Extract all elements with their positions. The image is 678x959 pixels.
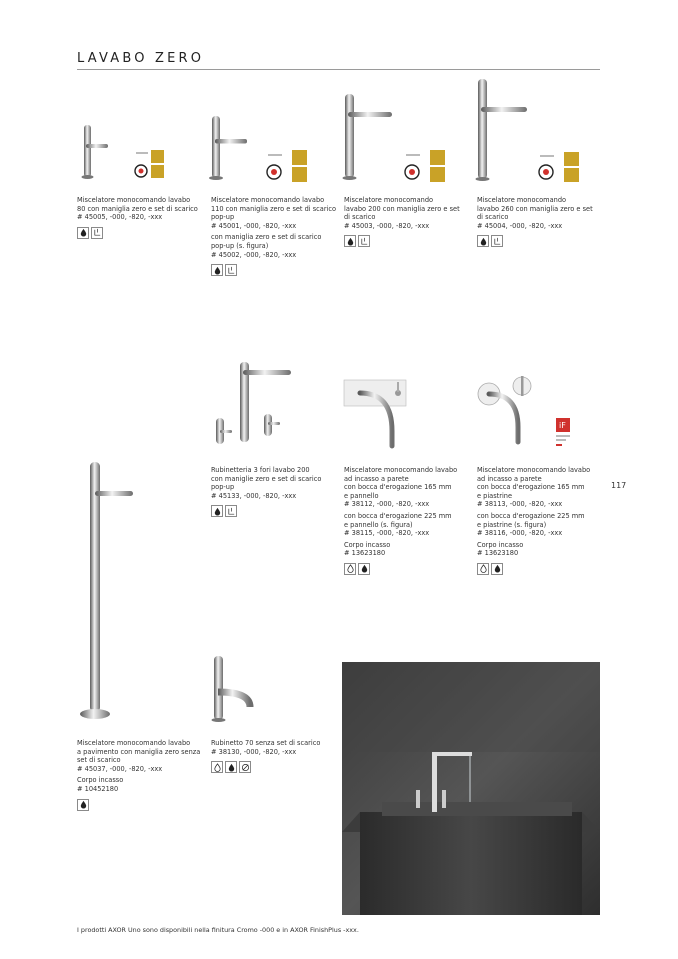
basin-icon <box>225 505 237 517</box>
drop-outline-icon <box>477 563 489 575</box>
product-card-38112: Miscelatore monocomando lavabo ad incasso a parete con bocca d'erogazione 165 mm e pannello # 38112, -000, -820, -xxx con bocca d'erogazione 225 mm e pannello (s. figura) # 38115, -000, -820, -xxx Corpo incasso # 13623180 <box>344 466 470 575</box>
water-drop-icon <box>344 235 356 247</box>
faucet-80-image <box>78 120 118 180</box>
svg-text:iF: iF <box>559 421 566 430</box>
water-drop-icon <box>211 505 223 517</box>
product-card-45004: Miscelatore monocomando lavabo 260 con maniglia zero e set di scarico # 45004, -000, -820, -xxx <box>477 196 603 247</box>
water-drop-icon <box>77 799 89 811</box>
no-drain-icon <box>239 761 251 773</box>
footer-note: I prodotti AXOR Uno sono disponibili nella finitura Cromo -000 e in AXOR FinishPlus -xxx. <box>77 926 359 934</box>
water-drop-icon <box>358 563 370 575</box>
product-card-45005: Miscelatore monocomando lavabo 80 con maniglia zero e set di scarico # 45005, -000, -820, -xxx <box>77 196 203 239</box>
basin-icon <box>358 235 370 247</box>
three-hole-faucet-image <box>210 358 296 448</box>
product-card-38130: Rubinetto 70 senza set di scarico # 38130, -000, -820, -xxx <box>211 739 337 773</box>
product-card-45003: Miscelatore monocomando lavabo 200 con maniglia zero e set di scarico # 45003, -000, -820, -xxx <box>344 196 470 247</box>
drop-outline-icon <box>211 761 223 773</box>
product-card-45133: Rubinetteria 3 fori lavabo 200 con maniglie zero e set di scarico pop-up # 45133, -000, -820, -xxx <box>211 466 337 517</box>
page-number: 117 <box>611 481 627 490</box>
wall-mixer-plate-image <box>342 376 408 452</box>
basin-icon <box>91 227 103 239</box>
faucet-260-image <box>474 76 534 184</box>
page-title: LAVABO ZERO <box>77 51 205 66</box>
water-drop-icon <box>225 761 237 773</box>
design-awards-badge <box>264 150 310 182</box>
water-drop-icon <box>477 235 489 247</box>
design-awards-badge <box>402 150 448 182</box>
faucet-200-image <box>340 90 400 182</box>
water-drop-icon <box>77 227 89 239</box>
design-awards-badge <box>536 152 582 182</box>
floor-standing-faucet-image <box>78 458 138 724</box>
product-card-45037: Miscelatore monocomando lavabo a pavimento con maniglia zero senza set di scarico # 45037, -000, -820, -xxx Corpo incasso # 10452180 <box>77 739 203 811</box>
basin-icon <box>225 264 237 276</box>
title-divider <box>77 69 600 70</box>
faucet-70-image <box>208 652 272 724</box>
wall-mixer-rosettes-image <box>476 372 542 448</box>
drop-outline-icon <box>344 563 356 575</box>
product-card-45001: Miscelatore monocomando lavabo 110 con maniglia zero e set di scarico pop-up # 45001, -000, -820, -xxx con maniglia zero e set di scarico pop-up (s. figura) # 45002, -000, -820, -xxx <box>211 196 337 276</box>
if-award-badge <box>556 418 576 448</box>
product-card-38113: Miscelatore monocomando lavabo ad incasso a parete con bocca d'erogazione 165 mm e piastrine # 38113, -000, -820, -xxx con bocca d'erogazione 225 mm e piastrine (s. figura) # 38116, -000, -820, -xxx Corpo incasso # 13623180 <box>477 466 603 575</box>
basin-icon <box>491 235 503 247</box>
water-drop-icon <box>491 563 503 575</box>
design-awards-badge <box>134 148 166 180</box>
water-drop-icon <box>211 264 223 276</box>
bathroom-photo <box>342 662 600 915</box>
faucet-110-image <box>205 112 255 182</box>
